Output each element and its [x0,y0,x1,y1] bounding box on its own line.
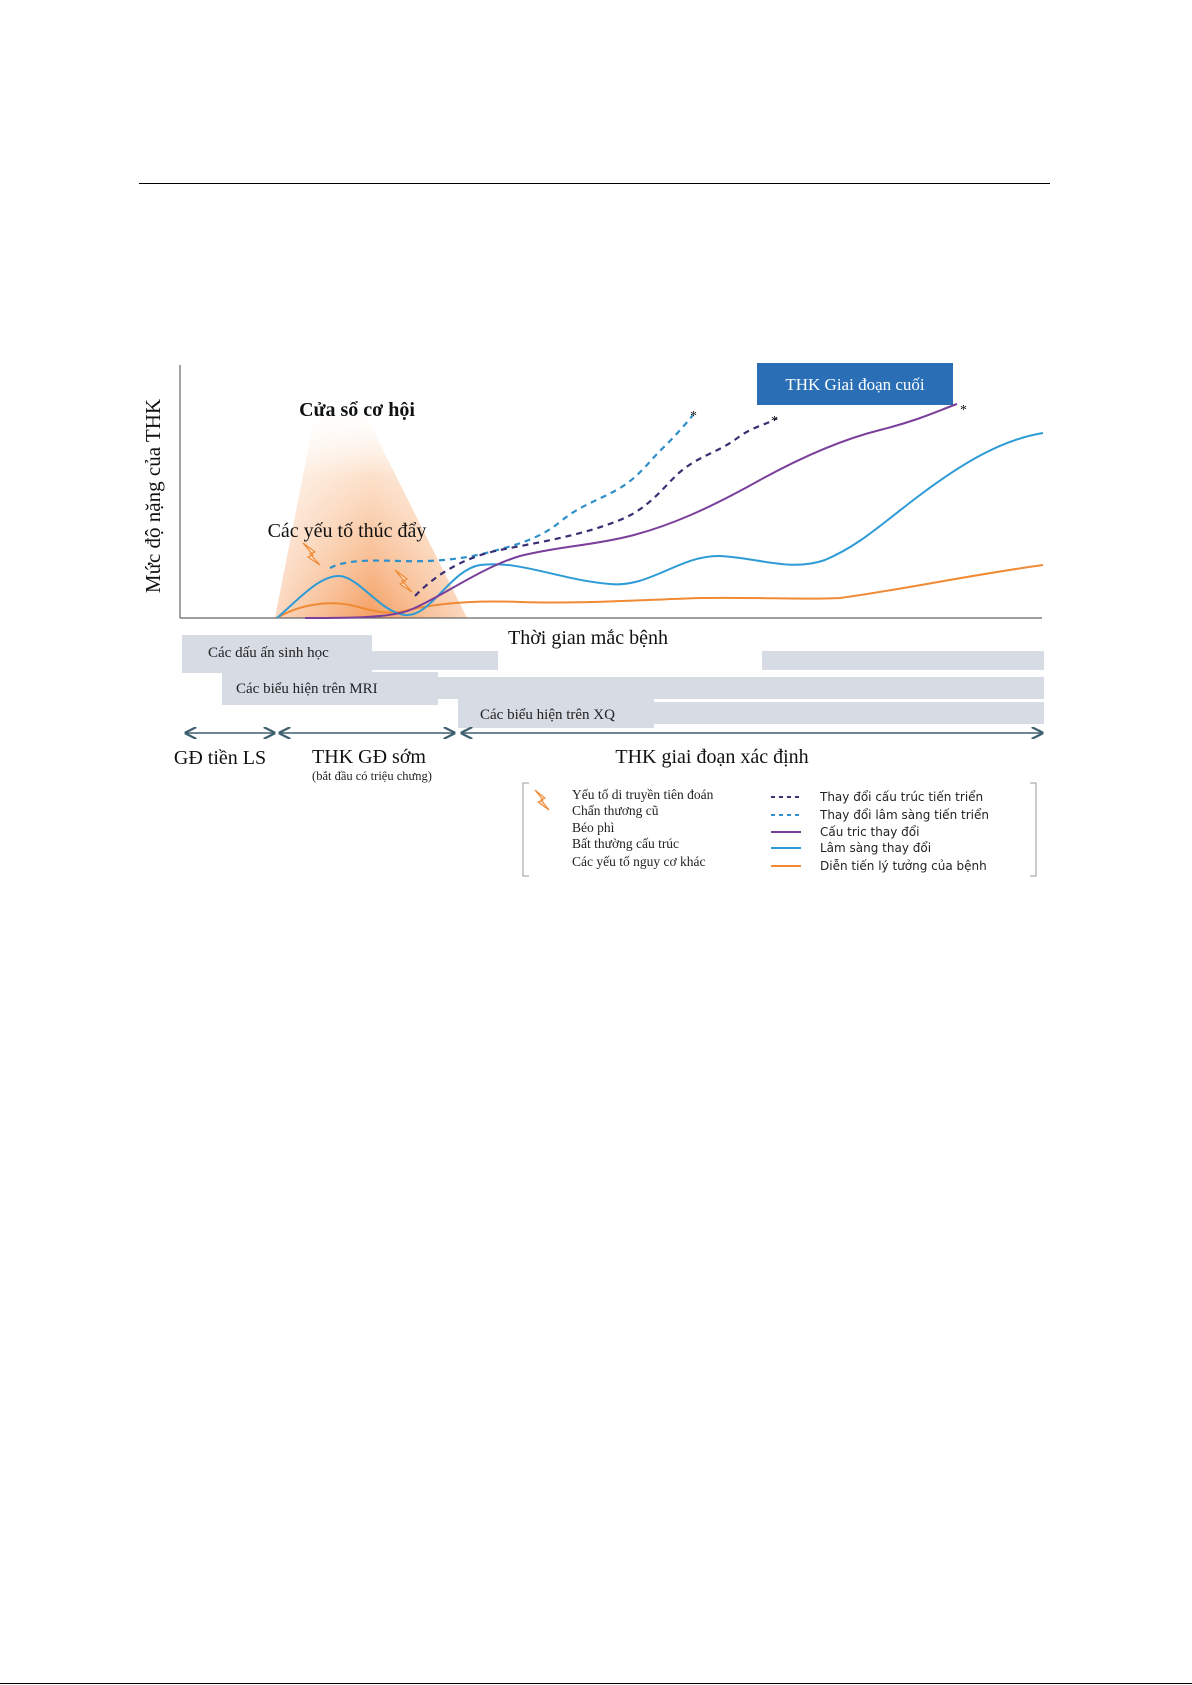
legend-label-structural-progression: Thay đổi cấu trúc tiến triển [820,790,984,804]
bottom-rule [0,1683,1192,1684]
stage-note-early: (bắt đầu có triệu chưng) [312,769,432,783]
legend-label-clinical-progression: Thay đổi lâm sàng tiến triển [820,808,989,822]
window-glow-fade [275,400,467,618]
legend-label-clinical-change: Lâm sàng thay đổi [820,841,932,855]
end-marker-structural: * [771,414,778,429]
stage-label-early: THK GĐ sớm [312,746,426,768]
band-label-xray: Các biểu hiện trên XQ [480,707,615,723]
y-axis-label: Mức độ nặng của THK [141,398,165,594]
legend-risk-structural: Bất thường cấu trúc [572,836,680,851]
end-stage-label: THK Giai đoạn cuối [785,375,925,394]
band-xray [458,699,1044,728]
stage-label-established: THK giai đoạn xác định [615,746,809,768]
legend-risk-obesity: Béo phì [572,820,615,835]
window-title: Cửa sổ cơ hội [299,399,415,421]
legend-label-structural-change: Cấu tric thay đổi [820,825,920,839]
legend-risk-genetic: Yếu tố di truyền tiên đoán [572,787,714,802]
band-label-mri: Các biểu hiện trên MRI [236,681,378,697]
end-marker-end-stage: * [960,403,967,418]
legend-risk-other: Các yếu tố nguy cơ khác [572,854,706,869]
legend-label-ideal-course: Diễn tiến lý tưởng của bệnh [820,859,987,873]
legend-risk-injury: Chấn thương cũ [572,803,659,818]
triggers-label: Các yếu tố thúc đẩy [267,520,427,542]
x-axis-label: Thời gian mắc bệnh [508,627,668,649]
legend [523,783,1036,876]
band-label-biomarkers: Các dấu ấn sinh học [208,645,329,661]
end-marker-clinical: * [690,409,697,424]
legend-lightning-icon [535,790,549,810]
stage-label-preclinical: GĐ tiền LS [173,747,267,769]
